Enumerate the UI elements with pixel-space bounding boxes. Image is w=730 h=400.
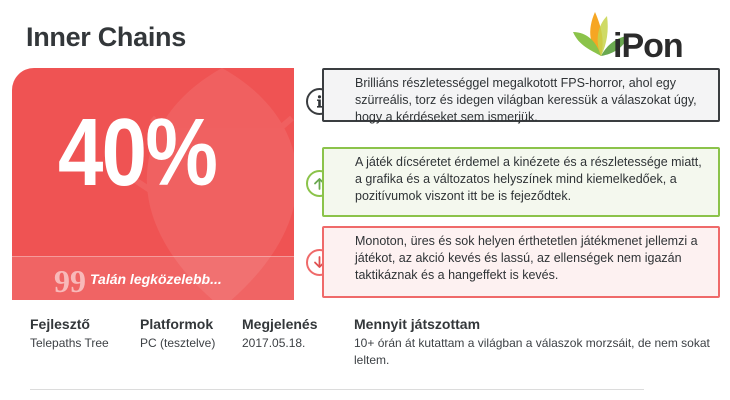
summary-info-row bbox=[306, 68, 722, 124]
developer-value: Telepaths Tree bbox=[30, 336, 109, 350]
platforms-value: PC (tesztelve) bbox=[140, 336, 216, 350]
platforms-label: Platformok bbox=[140, 316, 214, 332]
summary-negative-row bbox=[306, 226, 722, 300]
logo-text: iPon bbox=[613, 27, 683, 65]
developer-block bbox=[30, 316, 109, 352]
ipon-logo[interactable] bbox=[571, 6, 713, 66]
verdict-bar bbox=[12, 256, 294, 300]
played-label: Mennyit játszottam bbox=[354, 316, 481, 332]
score-card bbox=[12, 68, 294, 300]
played-value: 10+ órán át kutattam a világban a válaszok morzsáit, de nem sokat leltem. bbox=[354, 336, 710, 367]
divider bbox=[30, 389, 644, 390]
game-title: Inner Chains bbox=[26, 22, 186, 52]
verdict-text: Talán legközelebb... bbox=[90, 271, 222, 287]
score-value: 40% bbox=[58, 99, 217, 206]
summary-positive-row bbox=[306, 147, 722, 217]
quote-icon: 99 bbox=[54, 263, 86, 299]
platforms-block bbox=[140, 316, 215, 352]
release-block bbox=[242, 316, 317, 352]
release-value: 2017.05.18. bbox=[242, 336, 306, 350]
developer-label: Fejlesztő bbox=[30, 316, 90, 332]
played-block bbox=[354, 316, 714, 369]
positive-text: A játék dícséretet érdemel a kinézete és a részletessége miatt, a grafika és a változatos helyszínek mind kiemelkedőek, a pozitívumok viszont itt be is fejeződtek. bbox=[322, 147, 720, 217]
info-text: Brilliáns részletességgel megalkotott FPS-horror, ahol egy szürreális, torz és idegen világban keressük a válaszokat úgy, hogy a kérdéseket sem ismerjük. bbox=[322, 68, 720, 122]
negative-text: Monoton, üres és sok helyen érthetetlen játékmenet jellemzi a játékot, az akció kevés és lassú, az ellenségek nem igazán taktikáznak és a hangeffekt is kevés. bbox=[322, 226, 720, 298]
release-label: Megjelenés bbox=[242, 316, 318, 332]
